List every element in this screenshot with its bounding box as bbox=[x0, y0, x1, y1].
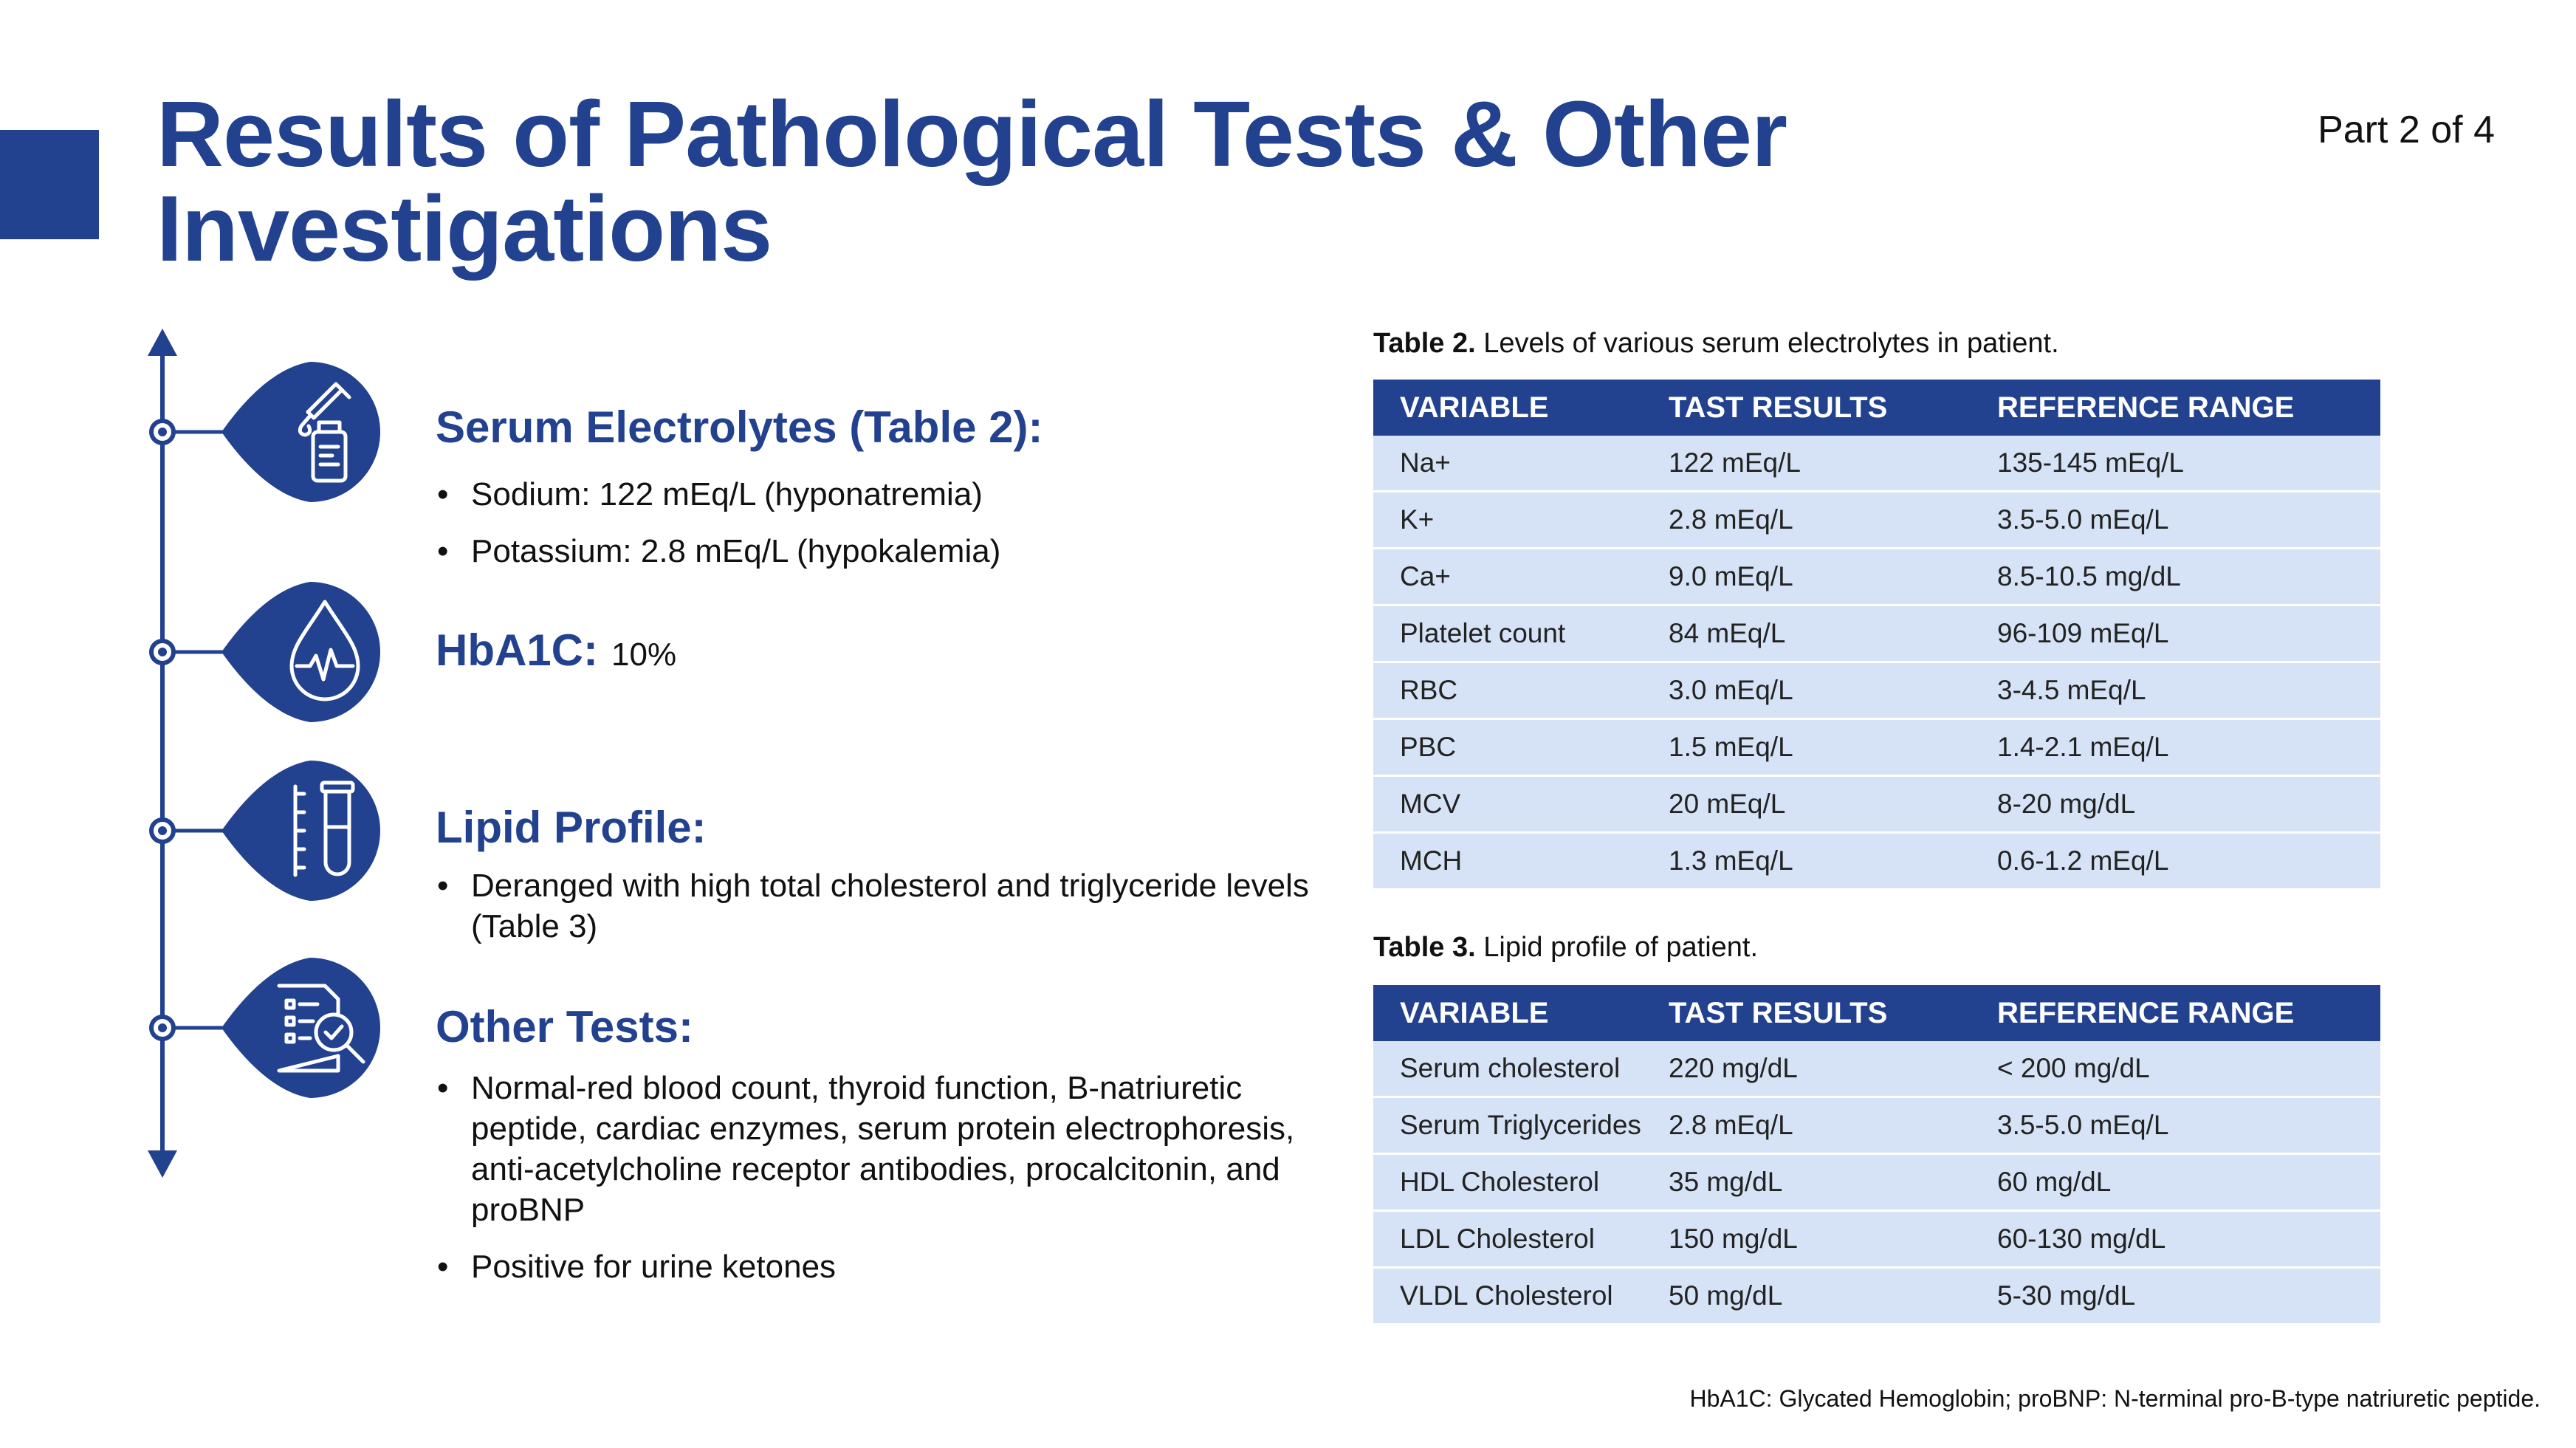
table2-caption bbox=[1373, 328, 2059, 360]
table-cell: < 200 mg/dL bbox=[1971, 1041, 2380, 1097]
table2-caption-text: Levels of various serum electrolytes in patient. bbox=[1483, 328, 2059, 359]
table-cell: HDL Cholesterol bbox=[1373, 1154, 1642, 1211]
lipid-heading: Lipid Profile: bbox=[436, 803, 707, 852]
table-cell: 122 mEq/L bbox=[1642, 436, 1971, 492]
table-cell: MCH bbox=[1373, 833, 1642, 890]
table-header-row bbox=[1373, 380, 2380, 436]
page-title: Results of Pathological Tests & Other Investigations bbox=[157, 82, 1787, 281]
table-cell: 84 mEq/L bbox=[1642, 605, 1971, 662]
table-row bbox=[1373, 605, 2380, 662]
other-tests-list bbox=[434, 1068, 1313, 1303]
table-row bbox=[1373, 833, 2380, 890]
table-row bbox=[1373, 719, 2380, 776]
column-header: TAST RESULTS bbox=[1642, 985, 1971, 1041]
table-cell: RBC bbox=[1373, 662, 1642, 719]
list-item: • Sodium: 122 mEq/L (hyponatremia) bbox=[434, 474, 1305, 515]
table-cell: 220 mg/dL bbox=[1642, 1041, 1971, 1097]
column-header: TAST RESULTS bbox=[1642, 380, 1971, 436]
timeline-arrow-down-icon bbox=[148, 1150, 177, 1178]
table-row bbox=[1373, 1154, 2380, 1211]
table-row bbox=[1373, 1097, 2380, 1154]
electrolytes-list bbox=[434, 474, 1305, 588]
table-cell: Platelet count bbox=[1373, 605, 1642, 662]
footnote: HbA1C: Glycated Hemoglobin; proBNP: N-terminal pro-B-type natriuretic peptide. bbox=[1689, 1385, 2541, 1412]
table3-caption-label: Table 3. bbox=[1373, 932, 1476, 963]
timeline-node-hba1c bbox=[151, 582, 380, 722]
table-cell: 96-109 mEq/L bbox=[1971, 605, 2380, 662]
timeline-arrow-up-icon bbox=[148, 329, 177, 356]
table-cell: 60 mg/dL bbox=[1971, 1154, 2380, 1211]
table-cell: 0.6-1.2 mEq/L bbox=[1971, 833, 2380, 890]
table-cell: 1.3 mEq/L bbox=[1642, 833, 1971, 890]
table-cell: Na+ bbox=[1373, 436, 1642, 492]
list-item: • Potassium: 2.8 mEq/L (hypokalemia) bbox=[434, 531, 1305, 572]
lipid-list bbox=[434, 865, 1313, 963]
table3-caption-text: Lipid profile of patient. bbox=[1483, 932, 1759, 963]
table-cell: 60-130 mg/dL bbox=[1971, 1211, 2380, 1268]
table3-caption bbox=[1373, 932, 1758, 964]
table-cell: 50 mg/dL bbox=[1642, 1268, 1971, 1325]
table-cell: 3.5-5.0 mEq/L bbox=[1971, 492, 2380, 549]
table-cell: 3.5-5.0 mEq/L bbox=[1971, 1097, 2380, 1154]
table-row bbox=[1373, 1211, 2380, 1268]
table-row bbox=[1373, 549, 2380, 605]
table-cell: LDL Cholesterol bbox=[1373, 1211, 1642, 1268]
table-cell: 3.0 mEq/L bbox=[1642, 662, 1971, 719]
hba1c-heading bbox=[436, 625, 676, 676]
table-cell: 8-20 mg/dL bbox=[1971, 776, 2380, 833]
table-cell: 3-4.5 mEq/L bbox=[1971, 662, 2380, 719]
column-header: REFERENCE RANGE bbox=[1971, 380, 2380, 436]
table-cell: Ca+ bbox=[1373, 549, 1642, 605]
other-tests-heading: Other Tests: bbox=[436, 1002, 693, 1051]
timeline-node-electrolytes bbox=[151, 362, 380, 502]
table-cell: PBC bbox=[1373, 719, 1642, 776]
timeline-graphic bbox=[0, 0, 413, 1255]
table-row bbox=[1373, 1268, 2380, 1325]
table-row bbox=[1373, 492, 2380, 549]
table-cell: 8.5-10.5 mg/dL bbox=[1971, 549, 2380, 605]
hba1c-label: HbA1C: bbox=[436, 625, 598, 675]
table-row bbox=[1373, 662, 2380, 719]
part-indicator: Part 2 of 4 bbox=[2318, 109, 2495, 151]
table-cell: 1.5 mEq/L bbox=[1642, 719, 1971, 776]
table-cell: 150 mg/dL bbox=[1642, 1211, 1971, 1268]
electrolytes-table bbox=[1373, 380, 2380, 891]
list-item: • Positive for urine ketones bbox=[434, 1246, 1313, 1287]
table-cell: 5-30 mg/dL bbox=[1971, 1268, 2380, 1325]
hba1c-value: 10% bbox=[611, 636, 677, 673]
table-row bbox=[1373, 436, 2380, 492]
table-header-row bbox=[1373, 985, 2380, 1041]
electrolytes-heading: Serum Electrolytes (Table 2): bbox=[436, 402, 1043, 452]
table-cell: 9.0 mEq/L bbox=[1642, 549, 1971, 605]
table-cell: MCV bbox=[1373, 776, 1642, 833]
table-cell: 20 mEq/L bbox=[1642, 776, 1971, 833]
table-cell: VLDL Cholesterol bbox=[1373, 1268, 1642, 1325]
timeline-node-other bbox=[151, 958, 380, 1098]
column-header: VARIABLE bbox=[1373, 380, 1642, 436]
table-row bbox=[1373, 1041, 2380, 1097]
column-header: VARIABLE bbox=[1373, 985, 1642, 1041]
table-cell: Serum cholesterol bbox=[1373, 1041, 1642, 1097]
table-row bbox=[1373, 776, 2380, 833]
list-item: • Deranged with high total cholesterol and triglyceride levels (Table 3) bbox=[434, 865, 1313, 947]
table-cell: 2.8 mEq/L bbox=[1642, 492, 1971, 549]
table-cell: 35 mg/dL bbox=[1642, 1154, 1971, 1211]
table-cell: 1.4-2.1 mEq/L bbox=[1971, 719, 2380, 776]
table-cell: K+ bbox=[1373, 492, 1642, 549]
table-cell: Serum Triglycerides bbox=[1373, 1097, 1642, 1154]
table2-caption-label: Table 2. bbox=[1373, 328, 1476, 359]
lipid-table bbox=[1373, 985, 2380, 1325]
table-cell: 135-145 mEq/L bbox=[1971, 436, 2380, 492]
table-cell: 2.8 mEq/L bbox=[1642, 1097, 1971, 1154]
column-header: REFERENCE RANGE bbox=[1971, 985, 2380, 1041]
list-item: • Normal-red blood count, thyroid function, B-natriuretic peptide, cardiac enzymes, serum protein electrophoresis, anti-acetylcholine receptor antibodies, procalcitonin, and proBNP bbox=[434, 1068, 1313, 1230]
